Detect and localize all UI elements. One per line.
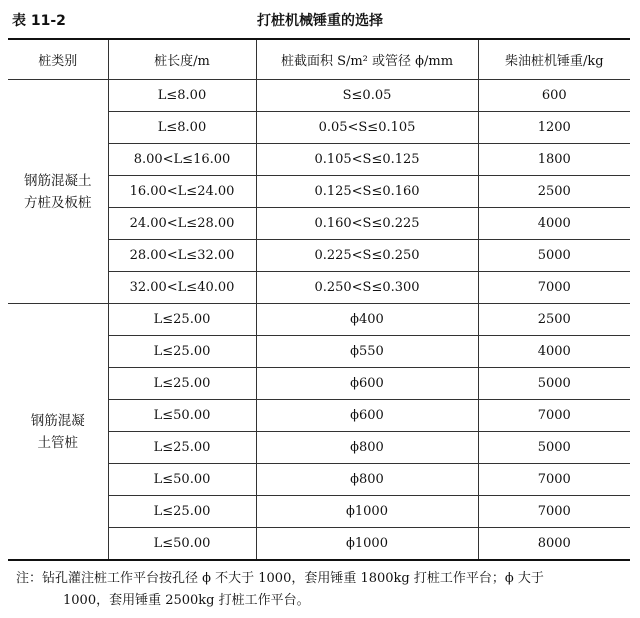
header-hammer-weight: 柴油桩机锤重/kg (478, 39, 630, 80)
header-row (8, 39, 630, 80)
table-title: 打桩机械锤重的选择 (257, 13, 383, 29)
pile-length-cell: L≤8.00 (108, 112, 256, 144)
hammer-weight-cell: 4000 (478, 208, 630, 240)
hammer-weight-cell: 7000 (478, 496, 630, 528)
table-caption (10, 4, 630, 34)
section-cell: ϕ800 (256, 432, 478, 464)
section-cell: 0.125<S≤0.160 (256, 176, 478, 208)
section-cell: ϕ1000 (256, 528, 478, 561)
pile-length-cell: 16.00<L≤24.00 (108, 176, 256, 208)
section-cell: ϕ400 (256, 304, 478, 336)
table-number: 表 11-2 (12, 13, 66, 29)
hammer-weight-table (8, 38, 630, 561)
hammer-weight-cell: 7000 (478, 464, 630, 496)
table-row (8, 80, 630, 112)
hammer-weight-cell: 5000 (478, 240, 630, 272)
pile-category-line: 方桩及板桩 (24, 194, 92, 211)
pile-length-cell: L≤25.00 (108, 496, 256, 528)
pile-length-cell: L≤25.00 (108, 368, 256, 400)
hammer-weight-cell: 1200 (478, 112, 630, 144)
pile-category-line: 钢筋混凝土 (24, 172, 92, 189)
hammer-weight-cell: 8000 (478, 528, 630, 561)
section-cell: 0.250<S≤0.300 (256, 272, 478, 304)
note-line-2: 1000，套用锤重 2500kg 打桩工作平台。 (63, 593, 310, 608)
hammer-weight-cell: 600 (478, 80, 630, 112)
section-cell: ϕ600 (256, 368, 478, 400)
pile-length-cell: L≤25.00 (108, 336, 256, 368)
hammer-weight-cell: 5000 (478, 432, 630, 464)
pile-length-cell: L≤25.00 (108, 304, 256, 336)
section-cell: ϕ550 (256, 336, 478, 368)
header-section: 桩截面积 S/m² 或管径 ϕ/mm (256, 39, 478, 80)
pile-length-cell: 28.00<L≤32.00 (108, 240, 256, 272)
hammer-weight-cell: 4000 (478, 336, 630, 368)
pile-category-line: 土管桩 (37, 434, 78, 451)
section-cell: 0.05<S≤0.105 (256, 112, 478, 144)
pile-length-cell: L≤8.00 (108, 80, 256, 112)
pile-length-cell: L≤50.00 (108, 400, 256, 432)
hammer-weight-cell: 1800 (478, 144, 630, 176)
pile-category-cell (8, 80, 108, 304)
pile-length-cell: L≤50.00 (108, 528, 256, 561)
section-cell: 0.105<S≤0.125 (256, 144, 478, 176)
pile-length-cell: 24.00<L≤28.00 (108, 208, 256, 240)
section-cell: ϕ1000 (256, 496, 478, 528)
hammer-weight-cell: 5000 (478, 368, 630, 400)
pile-length-cell: L≤50.00 (108, 464, 256, 496)
note-line-1: 注：钻孔灌注桩工作平台按孔径 ϕ 不大于 1000，套用锤重 1800kg 打桩工作平台；ϕ 大于 (16, 571, 544, 586)
hammer-weight-cell: 7000 (478, 400, 630, 432)
pile-length-cell: 32.00<L≤40.00 (108, 272, 256, 304)
section-cell: 0.160<S≤0.225 (256, 208, 478, 240)
pile-length-cell: L≤25.00 (108, 432, 256, 464)
hammer-weight-cell: 2500 (478, 304, 630, 336)
section-cell: 0.225<S≤0.250 (256, 240, 478, 272)
pile-category-line: 钢筋混凝 (30, 412, 85, 429)
section-cell: S≤0.05 (256, 80, 478, 112)
section-cell: ϕ600 (256, 400, 478, 432)
header-pile-type: 桩类别 (8, 39, 108, 80)
pile-length-cell: 8.00<L≤16.00 (108, 144, 256, 176)
hammer-weight-cell: 2500 (478, 176, 630, 208)
header-pile-length: 桩长度/m (108, 39, 256, 80)
pile-category-cell (8, 304, 108, 561)
table-row (8, 304, 630, 336)
hammer-weight-cell: 7000 (478, 272, 630, 304)
section-cell: ϕ800 (256, 464, 478, 496)
table-note (16, 568, 632, 612)
